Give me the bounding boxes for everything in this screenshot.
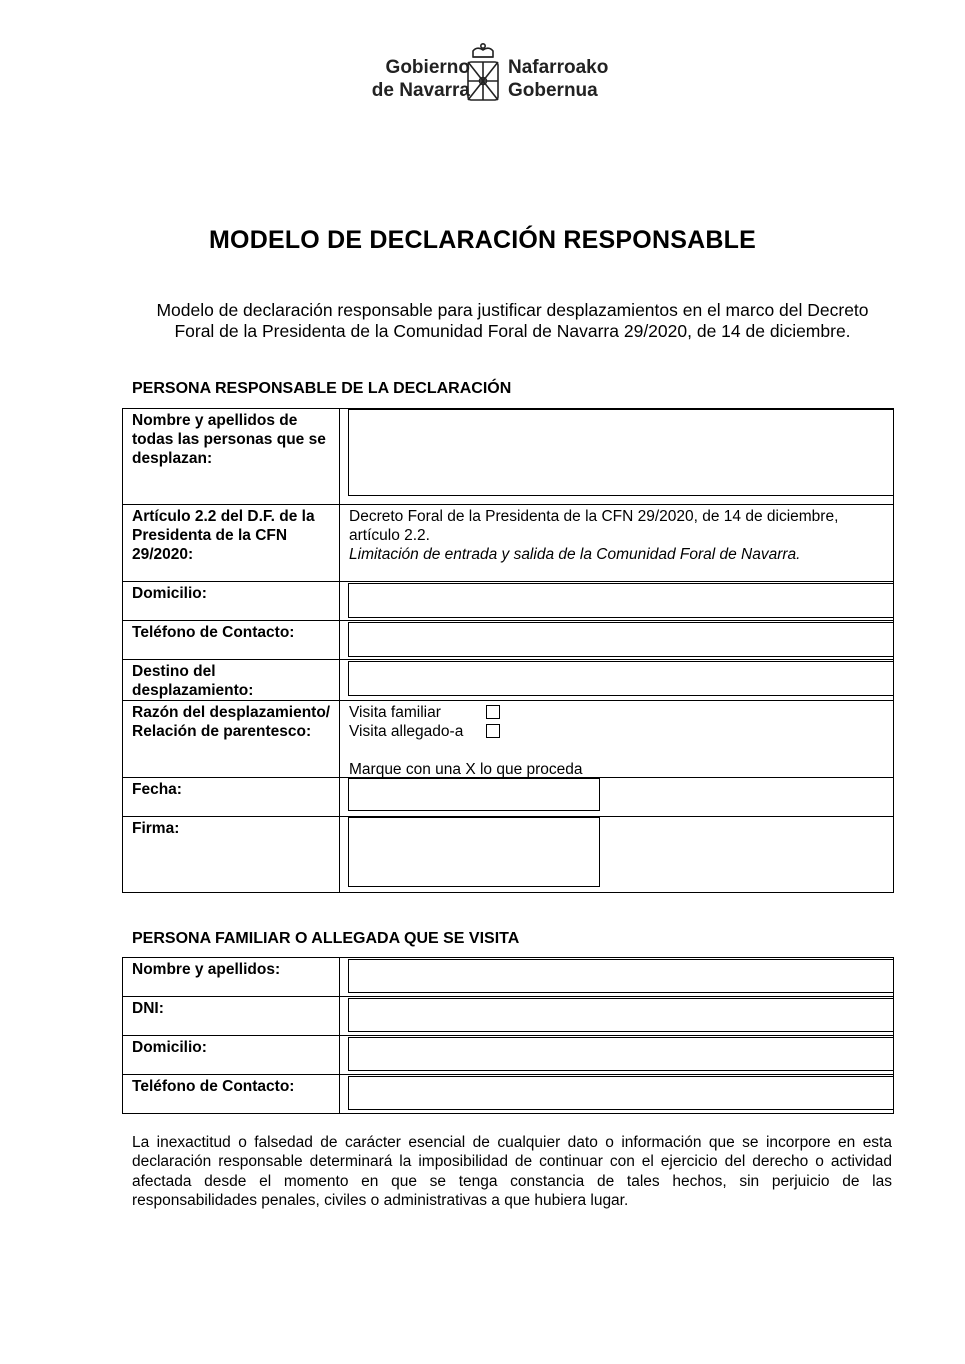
option-visita-familiar: Visita familiar [349, 704, 441, 721]
domicilio-label: Domicilio: [123, 582, 340, 621]
fecha-label: Fecha: [123, 778, 340, 817]
table-row [123, 1036, 894, 1075]
telefono-visited-label: Teléfono de Contacto: [123, 1075, 340, 1114]
destino-label: Destino del desplazamiento: [123, 660, 340, 701]
telefono-visited-field[interactable] [348, 1076, 894, 1110]
legal-disclaimer: La inexactitud o falsedad de carácter esencial de cualquier dato o información que se incorpore en esta declaración responsable determinará la imposibilidad de continuar con el ejercicio del derecho o actividad afectada desde el momento en que se tenga constancia de tales hechos, sin perjuicio de las responsabilidades penales, civiles o administrativas a que hubiera lugar. [132, 1134, 892, 1209]
domicilio-visited-label: Domicilio: [123, 1036, 340, 1075]
table-row [123, 621, 894, 660]
dni-label: DNI: [123, 997, 340, 1036]
fecha-field[interactable] [348, 778, 600, 811]
section-title-responsible: PERSONA RESPONSABLE DE LA DECLARACIÓN [132, 380, 512, 397]
document-title: MODELO DE DECLARACIÓN RESPONSABLE [209, 226, 756, 254]
names-label: Nombre y apellidos de todas las personas que se desplazan: [123, 409, 340, 505]
logo-text-basque: Nafarroako Gobernua [508, 57, 609, 101]
government-logo [340, 42, 630, 106]
option-visita-allegado: Visita allegado-a [349, 723, 464, 740]
table-row [123, 660, 894, 701]
article-label: Artículo 2.2 del D.F. de la Presidenta de la CFN 29/2020: [123, 505, 340, 582]
intro-paragraph: Modelo de declaración responsable para justificar desplazamientos en el marco del Decreto Foral de la Presidenta de la Comunidad Foral de Navarra 29/2020, de 14 de diciembre. [156, 300, 869, 341]
firma-field[interactable] [348, 817, 600, 887]
navarra-emblem-icon [465, 42, 501, 104]
nombre-field[interactable] [348, 959, 894, 993]
checkbox-visita-familiar[interactable] [486, 705, 500, 719]
logo-text-spanish: Gobierno de Navarra [371, 57, 470, 101]
responsible-person-table [122, 408, 894, 893]
article-text: Decreto Foral de la Presidenta de la CFN 29/2020, de 14 de diciembre, artículo 2.2. Limitación de entrada y salida de la Comunidad Foral de Navarra. [349, 508, 839, 563]
table-row [123, 701, 894, 778]
domicilio-visited-field[interactable] [348, 1037, 894, 1071]
section-title-visited: PERSONA FAMILIAR O ALLEGADA QUE SE VISITA [132, 930, 520, 947]
firma-label: Firma: [123, 817, 340, 893]
destino-field[interactable] [348, 661, 894, 696]
table-row [123, 1075, 894, 1114]
dni-field[interactable] [348, 998, 894, 1032]
razon-label: Razón del desplazamiento/ Relación de parentesco: [123, 701, 340, 778]
checkbox-visita-allegado[interactable] [486, 724, 500, 738]
table-row [123, 997, 894, 1036]
table-row [123, 409, 894, 505]
table-row [123, 958, 894, 997]
table-row [123, 817, 894, 893]
names-field[interactable] [348, 409, 894, 496]
visited-person-table [122, 957, 894, 1114]
table-row [123, 582, 894, 621]
table-row [123, 505, 894, 582]
nombre-label: Nombre y apellidos: [123, 958, 340, 997]
table-row [123, 778, 894, 817]
telefono-label: Teléfono de Contacto: [123, 621, 340, 660]
domicilio-field[interactable] [348, 583, 894, 618]
telefono-field[interactable] [348, 622, 894, 657]
mark-note: Marque con una X lo que proceda [349, 761, 583, 778]
